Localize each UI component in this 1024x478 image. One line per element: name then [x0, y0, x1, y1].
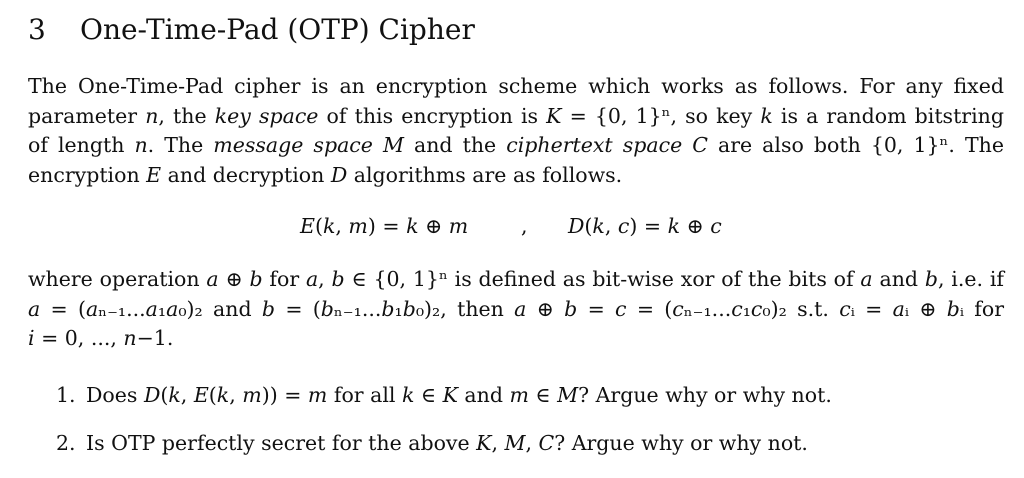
paragraph-line: where operation 𝑎 ⊕ 𝑏 for 𝑎, 𝑏 ∈ {0, 1}ⁿ is defined as bit-wise xor of the bits of 𝑎 and 𝑏, i.e. if — [28, 267, 1004, 291]
question-list — [56, 380, 832, 476]
question-text: Is OTP perfectly secret for the above 𝐾, 𝑀, 𝐶? Argue why or why not. — [86, 431, 808, 455]
question-number: 2. — [56, 431, 76, 455]
section-number: 3 — [28, 13, 46, 46]
question-item — [56, 380, 832, 428]
decryption-formula: 𝐷(𝑘, 𝑐) = 𝑘 ⊕ 𝑐 — [568, 214, 722, 238]
section-heading — [28, 10, 475, 50]
paragraph-line: encryption 𝐸 and decryption 𝐷 algorithms are as follows. — [28, 162, 623, 187]
question-number: 1. — [56, 383, 76, 407]
question-text: Does 𝐷(𝑘, 𝐸(𝑘, 𝑚)) = 𝑚 for all 𝑘 ∈ 𝐾 and 𝑚 ∈ 𝑀? Argue why or why not. — [86, 383, 832, 407]
paragraph-line: The One-Time-Pad cipher is an encryption scheme which works as follows. For any fixed — [28, 74, 1004, 98]
xor-definition-paragraph — [28, 265, 1004, 354]
question-item — [56, 428, 832, 476]
section-title: One-Time-Pad (OTP) Cipher — [80, 13, 475, 46]
paragraph-line: 𝑎 = (𝑎ₙ₋₁...𝑎₁𝑎₀)₂ and 𝑏 = (𝑏ₙ₋₁...𝑏₁𝑏₀)₂, then 𝑎 ⊕ 𝑏 = 𝑐 = (𝑐ₙ₋₁...𝑐₁𝑐₀)₂ s.t. 𝑐ᵢ = 𝑎ᵢ ⊕ 𝑏ᵢ for — [28, 296, 1004, 321]
encryption-formula: 𝐸(𝑘, 𝑚) = 𝑘 ⊕ 𝑚 — [300, 214, 469, 238]
equation-separator: , — [521, 214, 528, 238]
paragraph-line: parameter 𝑛, the 𝑘𝑒𝑦 𝑠𝑝𝑎𝑐𝑒 of this encryption is 𝐾 = {0, 1}ⁿ, so key 𝑘 is a random bitstring — [28, 103, 1004, 128]
paragraph-line: 𝑖 = 0, ..., 𝑛−1. — [28, 326, 174, 350]
intro-paragraph — [28, 72, 1004, 190]
paragraph-line: of length 𝑛. The 𝑚𝑒𝑠𝑠𝑎𝑔𝑒 𝑠𝑝𝑎𝑐𝑒 𝑀 and the 𝑐𝑖𝑝ℎ𝑒𝑟𝑡𝑒𝑥𝑡 𝑠𝑝𝑎𝑐𝑒 𝐶 are also both {0, 1}ⁿ. The — [28, 133, 1004, 157]
